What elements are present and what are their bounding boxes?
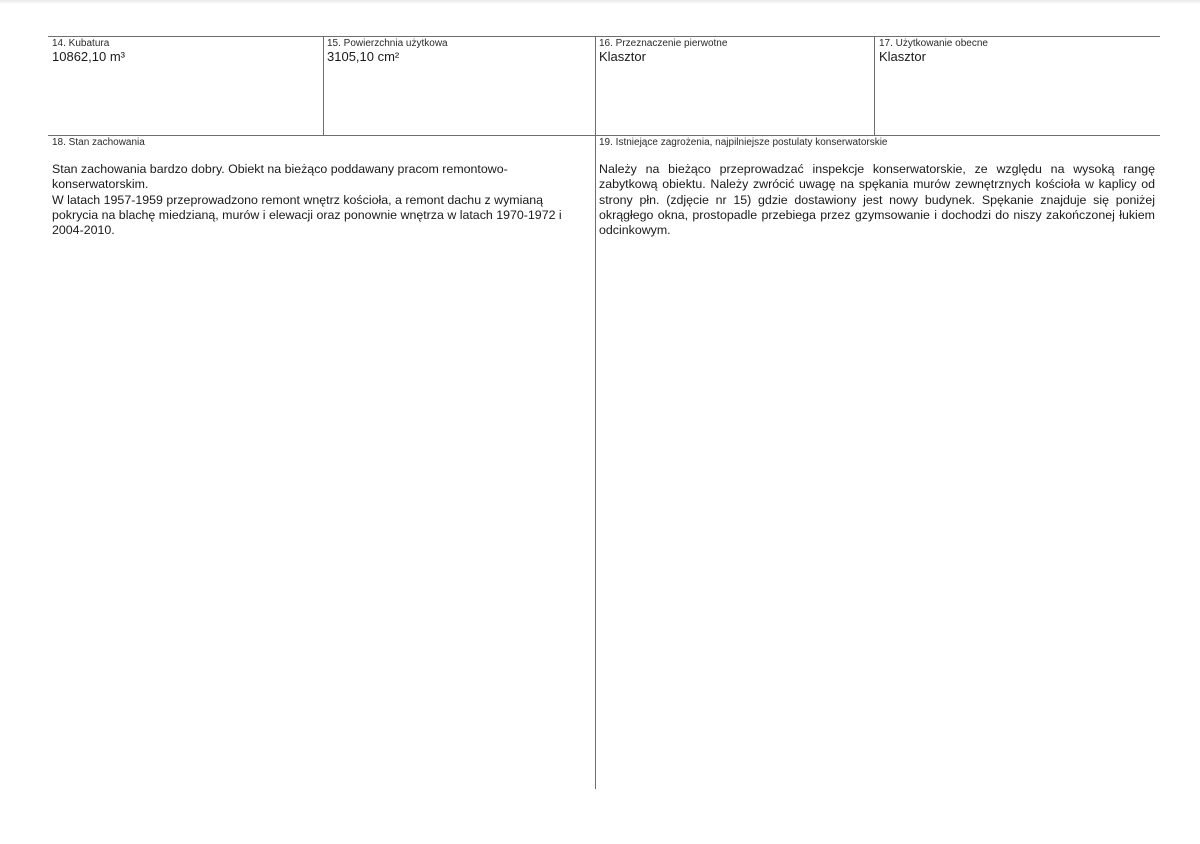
field-label: 14. Kubatura: [52, 38, 110, 49]
field-label: 17. Użytkowanie obecne: [879, 38, 988, 49]
section-body: [52, 162, 576, 238]
section-body: [599, 162, 1155, 238]
field-powierzchnia-uzytkowa: [327, 38, 591, 64]
field-label: 16. Przeznaczenie pierwotne: [599, 38, 728, 49]
field-przeznaczenie-pierwotne: [599, 38, 871, 64]
paragraph: Należy na bieżąco przeprowadzać inspekcje konserwatorskie, ze względu na wysoką rangę zabytkową obiektu. Należy zwrócić uwagę na spękania murów zewnętrznych kościoła w kaplicy od strony płn. (zdjęcie nr 15) gdzie dostawiony jest nowy budynek. Spękanie znajduje się poniżej okrągłego okna, prostopadle przebiega przez gzymsowanie i dochodzi do niszy zakończonej łukiem odcinkowym.: [599, 162, 1155, 238]
field-kubatura: [52, 38, 320, 64]
paragraph: W latach 1957-1959 przeprowadzono remont wnętrz kościoła, a remont dachu z wymianą pokrycia na blachę miedzianą, murów i elewacji oraz ponownie wnętrza w latach 1970-1972 i 2004-2010.: [52, 192, 562, 238]
field-value: Klasztor: [599, 49, 646, 64]
field-value: 3105,10 cm²: [327, 49, 400, 64]
field-value: 10862,10 m³: [52, 49, 125, 64]
column-divider-1: [323, 36, 324, 136]
column-divider-3: [874, 36, 875, 136]
section-zagrozenia-postulaty: [599, 137, 1155, 238]
field-uzytkowanie-obecne: [879, 38, 1157, 64]
scan-edge-shade: [0, 0, 1200, 4]
paragraph: Stan zachowania bardzo dobry. Obiekt na bieżąco poddawany pracom remontowo-konserwatorskim.: [52, 162, 508, 192]
row-divider: [48, 135, 1160, 136]
field-value: Klasztor: [879, 49, 926, 64]
field-label: 15. Powierzchnia użytkowa: [327, 38, 448, 49]
column-divider-2: [595, 36, 596, 789]
section-stan-zachowania: [52, 137, 576, 238]
section-label: 19. Istniejące zagrożenia, najpilniejsze postulaty konserwatorskie: [599, 137, 888, 148]
section-label: 18. Stan zachowania: [52, 137, 145, 148]
table-top-border: [48, 36, 1160, 37]
